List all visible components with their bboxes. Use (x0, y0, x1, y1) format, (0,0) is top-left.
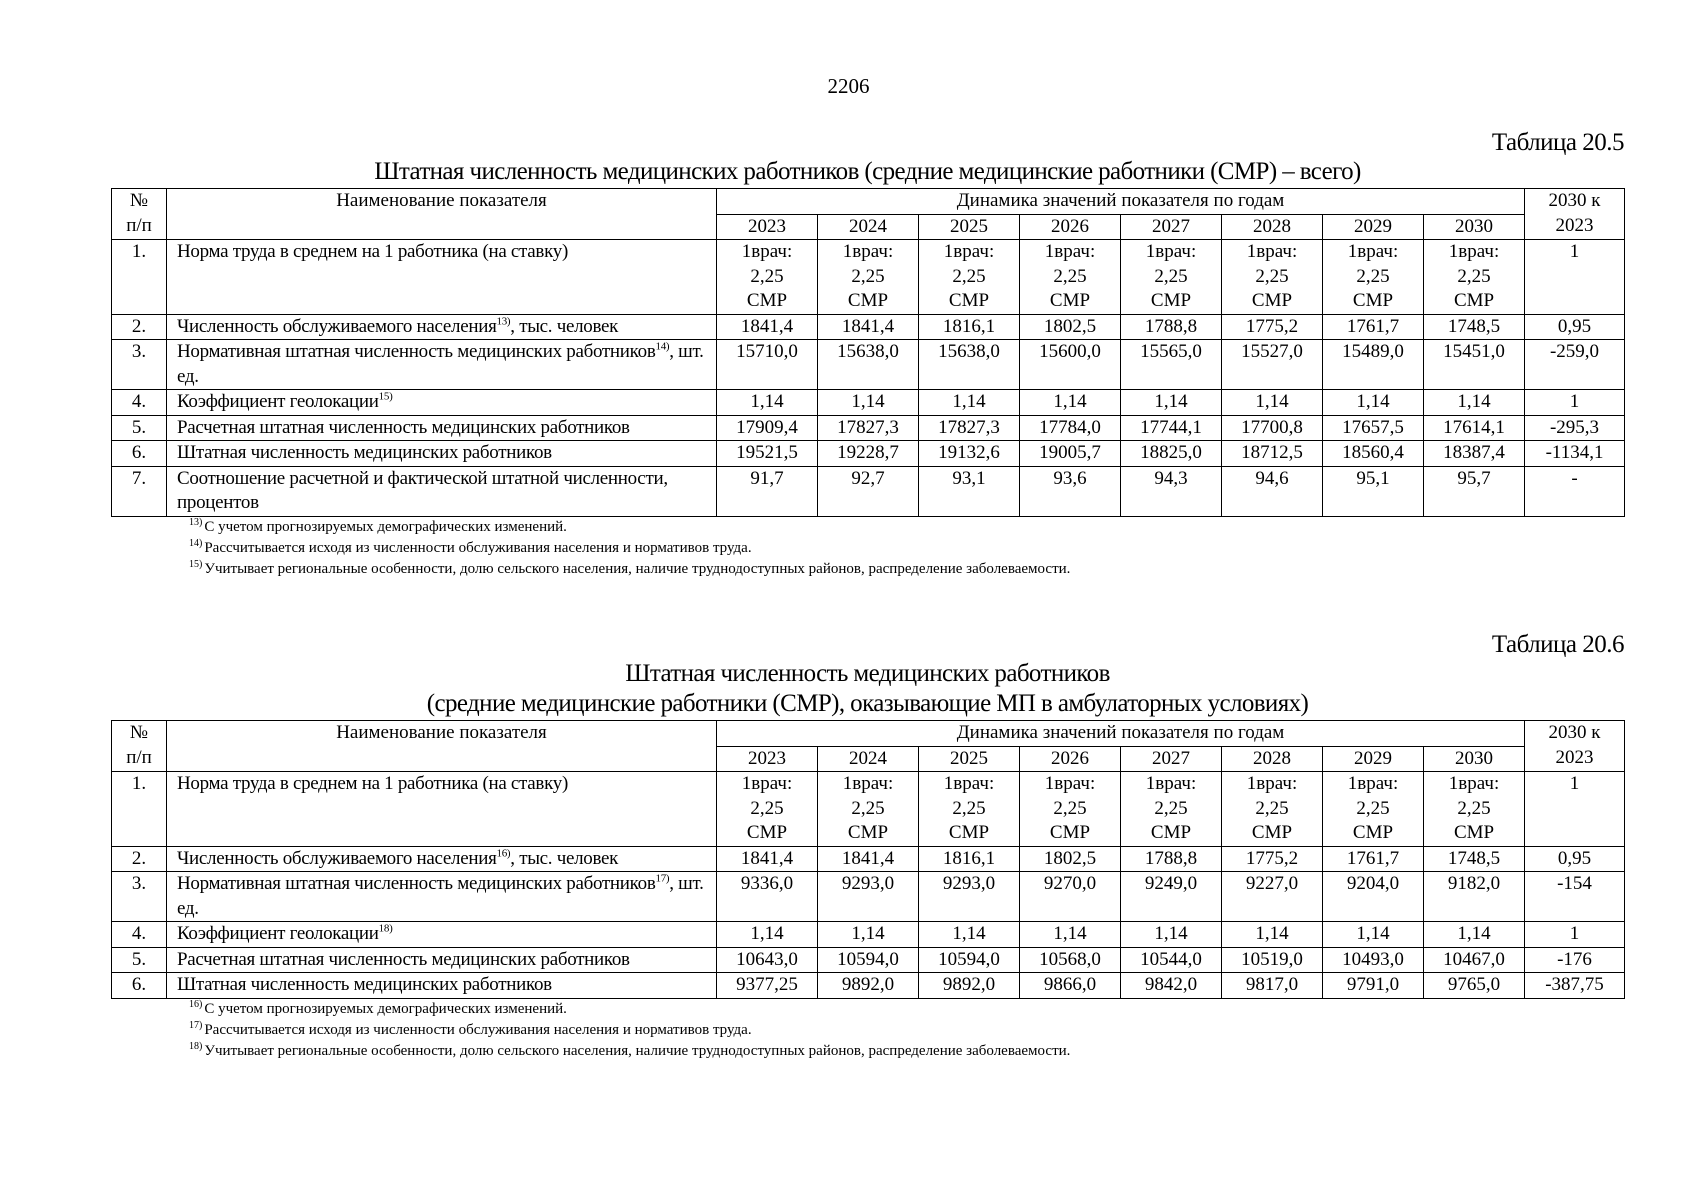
table-label: Таблица 20.6 (1491, 631, 1624, 658)
table-row (112, 415, 1625, 441)
row-value: 1,14 (1222, 922, 1323, 948)
footnote-mark: 16) (189, 998, 203, 1010)
col-header-year: 2025 (919, 746, 1020, 772)
row-value: 92,7 (818, 466, 919, 516)
row-name (167, 872, 717, 922)
row-name (167, 415, 717, 441)
row-change: 1 (1525, 390, 1625, 416)
row-value: 1,14 (818, 922, 919, 948)
row-value: 93,1 (919, 466, 1020, 516)
row-value: 9182,0 (1424, 872, 1525, 922)
footnote (189, 1020, 1624, 1041)
norm-cell (717, 240, 818, 315)
row-value: 1841,4 (818, 846, 919, 872)
table-title: (средние медицинские работники (СМР), оказывающие МП в амбулаторных условиях) (426, 690, 1309, 717)
row-value: 1,14 (717, 922, 818, 948)
row-name-text: Расчетная штатная численность медицинских работников (177, 416, 630, 438)
norm-line: 1врач: (1448, 773, 1500, 794)
row-value: 1,14 (1121, 922, 1222, 948)
row-change: -1134,1 (1525, 441, 1625, 467)
table-title: Штатная численность медицинских работников (средние медицинские работники (СМР) – всего) (374, 158, 1361, 185)
norm-cell (1323, 240, 1424, 315)
col-header-change (1525, 721, 1625, 772)
table-title: Штатная численность медицинских работников (625, 660, 1110, 687)
norm-line: 2,25 (1457, 265, 1491, 287)
row-number: 2. (112, 314, 167, 340)
header-row (112, 189, 1625, 215)
row-name (167, 947, 717, 973)
row-number: 4. (112, 922, 167, 948)
norm-line: 1врач: (1347, 241, 1399, 262)
table-block-20-5 (111, 128, 1624, 580)
row-value: 17614,1 (1424, 415, 1525, 441)
footnote (189, 517, 1624, 538)
row-value: 10594,0 (919, 947, 1020, 973)
row-value: 9249,0 (1121, 872, 1222, 922)
footnote-ref: 14) (655, 340, 670, 353)
norm-cell (1121, 240, 1222, 315)
row-name (167, 973, 717, 999)
col-header-num (112, 721, 167, 772)
norm-line: СМР (948, 822, 990, 843)
table-row (112, 846, 1625, 872)
row-name-text: Норма труда в среднем на 1 работника (на ставку) (177, 241, 568, 262)
row-value: 15489,0 (1323, 340, 1424, 390)
row-value: 10519,0 (1222, 947, 1323, 973)
norm-line: 2,25 (851, 265, 885, 287)
row-value: 1,14 (818, 390, 919, 416)
col-header-dynamics: Динамика значений показателя по годам (717, 721, 1525, 747)
col-header-year: 2026 (1020, 214, 1121, 240)
row-name-text: Нормативная штатная численность медицинских работников (177, 873, 656, 894)
footnotes (111, 517, 1624, 580)
row-value: 17827,3 (919, 415, 1020, 441)
norm-line: 2,25 (1356, 265, 1390, 287)
footnote-mark: 13) (189, 516, 203, 528)
norm-line: СМР (1150, 822, 1192, 843)
row-value: 1775,2 (1222, 314, 1323, 340)
row-change: 1 (1525, 922, 1625, 948)
row-value: 9293,0 (818, 872, 919, 922)
norm-cell (717, 772, 818, 847)
norm-line: 2,25 (1457, 797, 1491, 819)
col-header-change-bottom: 2023 (1555, 746, 1594, 768)
col-header-year: 2027 (1121, 746, 1222, 772)
norm-cell (919, 240, 1020, 315)
norm-cell (1424, 772, 1525, 847)
row-name-text: Коэффициент геолокации (177, 923, 379, 944)
row-value: 17657,5 (1323, 415, 1424, 441)
table-row (112, 973, 1625, 999)
col-header-change-top: 2030 к (1548, 190, 1601, 211)
col-header-name: Наименование показателя (167, 721, 717, 772)
col-header-name: Наименование показателя (167, 189, 717, 240)
row-value: 9270,0 (1020, 872, 1121, 922)
row-value: 1816,1 (919, 314, 1020, 340)
norm-line: 1врач: (1246, 241, 1298, 262)
row-change: 0,95 (1525, 846, 1625, 872)
col-header-num-bottom: п/п (126, 746, 152, 768)
norm-cell (1424, 240, 1525, 315)
row-value: 10467,0 (1424, 947, 1525, 973)
row-name (167, 240, 717, 315)
table-row (112, 466, 1625, 516)
col-header-year: 2029 (1323, 746, 1424, 772)
row-value: 10568,0 (1020, 947, 1121, 973)
row-number: 1. (112, 772, 167, 847)
norm-line: 2,25 (1154, 797, 1188, 819)
norm-cell (1323, 772, 1424, 847)
row-change: 0,95 (1525, 314, 1625, 340)
norm-line: 2,25 (750, 265, 784, 287)
norm-cell (818, 772, 919, 847)
norm-line: СМР (1352, 822, 1394, 843)
norm-line: 2,25 (1255, 797, 1289, 819)
norm-line: СМР (1049, 290, 1091, 311)
row-value: 9817,0 (1222, 973, 1323, 999)
norm-line: 1врач: (842, 241, 894, 262)
norm-line: 1врач: (1448, 241, 1500, 262)
row-value: 17827,3 (818, 415, 919, 441)
row-value: 1,14 (1020, 390, 1121, 416)
norm-cell (919, 772, 1020, 847)
footnote-text: Рассчитывается исходя из численности обслуживания населения и нормативов труда. (204, 1021, 752, 1038)
row-value: 1816,1 (919, 846, 1020, 872)
row-name (167, 846, 717, 872)
row-value: 19132,6 (919, 441, 1020, 467)
footnote (189, 1041, 1624, 1062)
row-value: 1788,8 (1121, 314, 1222, 340)
norm-line: СМР (847, 822, 889, 843)
norm-line: 2,25 (1356, 797, 1390, 819)
col-header-year: 2030 (1424, 746, 1525, 772)
row-value: 17784,0 (1020, 415, 1121, 441)
norm-line: 2,25 (1154, 265, 1188, 287)
footnote-ref: 17) (655, 872, 670, 885)
row-number: 2. (112, 846, 167, 872)
norm-line: 2,25 (952, 265, 986, 287)
col-header-num (112, 189, 167, 240)
footnote-ref: 15) (378, 390, 393, 403)
row-name-tail: , шт. ед. (177, 341, 704, 387)
row-name (167, 772, 717, 847)
row-name-text: Штатная численность медицинских работников (177, 442, 552, 463)
table-row (112, 872, 1625, 922)
row-name-text: Штатная численность медицинских работников (177, 974, 552, 995)
row-value: 9866,0 (1020, 973, 1121, 999)
norm-line: СМР (1453, 822, 1495, 843)
row-value: 1,14 (1222, 390, 1323, 416)
col-header-year: 2029 (1323, 214, 1424, 240)
row-number: 5. (112, 415, 167, 441)
row-name (167, 441, 717, 467)
row-name (167, 922, 717, 948)
table-block-20-6 (111, 630, 1624, 1062)
norm-line: 2,25 (1255, 265, 1289, 287)
row-value: 15451,0 (1424, 340, 1525, 390)
col-header-num-top: № (129, 722, 149, 743)
row-name-tail: , тыс. человек (510, 847, 619, 869)
row-name-text: Нормативная штатная численность медицинских работников (177, 341, 656, 362)
row-value: 9765,0 (1424, 973, 1525, 999)
norm-line: 2,25 (1053, 265, 1087, 287)
row-value: 1788,8 (1121, 846, 1222, 872)
table-row (112, 772, 1625, 847)
row-change: -154 (1525, 872, 1625, 922)
row-name (167, 466, 717, 516)
col-header-year: 2025 (919, 214, 1020, 240)
row-value: 18825,0 (1121, 441, 1222, 467)
row-number: 3. (112, 872, 167, 922)
row-value: 1,14 (1121, 390, 1222, 416)
norm-line: 2,25 (952, 797, 986, 819)
norm-cell (1020, 240, 1121, 315)
norm-line: СМР (1150, 290, 1192, 311)
norm-line: 2,25 (851, 797, 885, 819)
row-number: 3. (112, 340, 167, 390)
row-value: 9293,0 (919, 872, 1020, 922)
col-header-year: 2028 (1222, 746, 1323, 772)
footnote-text: С учетом прогнозируемых демографических изменений. (204, 518, 567, 535)
row-value: 10544,0 (1121, 947, 1222, 973)
row-value: 15600,0 (1020, 340, 1121, 390)
norm-line: СМР (746, 290, 788, 311)
col-header-year: 2023 (717, 746, 818, 772)
row-value: 18560,4 (1323, 441, 1424, 467)
norm-cell (818, 240, 919, 315)
row-value: 17744,1 (1121, 415, 1222, 441)
row-change: 1 (1525, 240, 1625, 315)
norm-line: СМР (948, 290, 990, 311)
row-value: 9892,0 (818, 973, 919, 999)
row-value: 93,6 (1020, 466, 1121, 516)
row-value: 15710,0 (717, 340, 818, 390)
row-name-tail: , тыс. человек (510, 315, 619, 337)
norm-line: 1врач: (741, 241, 793, 262)
norm-line: 1врач: (1044, 241, 1096, 262)
footnote-text: Учитывает региональные особенности, долю сельского населения, наличие труднодоступных районов, распределение заболеваемости. (204, 560, 1071, 577)
footnotes (111, 999, 1624, 1062)
col-header-change (1525, 189, 1625, 240)
col-header-change-bottom: 2023 (1555, 214, 1594, 236)
row-value: 9892,0 (919, 973, 1020, 999)
row-name (167, 314, 717, 340)
row-value: 95,1 (1323, 466, 1424, 516)
norm-cell (1222, 772, 1323, 847)
row-value: 1802,5 (1020, 846, 1121, 872)
row-name-text: Норма труда в среднем на 1 работника (на ставку) (177, 773, 568, 794)
row-value: 1841,4 (818, 314, 919, 340)
col-header-dynamics: Динамика значений показателя по годам (717, 189, 1525, 215)
norm-line: СМР (1453, 290, 1495, 311)
footnote-mark: 15) (189, 558, 203, 570)
row-name (167, 340, 717, 390)
row-value: 1841,4 (717, 314, 818, 340)
table-row (112, 390, 1625, 416)
row-value: 17909,4 (717, 415, 818, 441)
row-number: 1. (112, 240, 167, 315)
row-name-text: Численность обслуживаемого населения (177, 315, 497, 337)
footnote-mark: 17) (189, 1019, 203, 1031)
row-value: 1,14 (1424, 922, 1525, 948)
table-label: Таблица 20.5 (1491, 129, 1624, 156)
footnote-text: Рассчитывается исходя из численности обслуживания населения и нормативов труда. (204, 539, 752, 556)
footnote (189, 559, 1624, 580)
row-change: -176 (1525, 947, 1625, 973)
footnote-mark: 18) (189, 1040, 203, 1052)
row-value: 1,14 (1323, 390, 1424, 416)
norm-line: 1врач: (1347, 773, 1399, 794)
norm-line: СМР (1251, 290, 1293, 311)
row-value: 1748,5 (1424, 846, 1525, 872)
row-value: 19521,5 (717, 441, 818, 467)
row-name-text: Расчетная штатная численность медицинских работников (177, 948, 630, 970)
row-value: 1,14 (919, 390, 1020, 416)
row-value: 1,14 (1020, 922, 1121, 948)
norm-line: 1врач: (1145, 773, 1197, 794)
col-header-change-top: 2030 к (1548, 722, 1601, 743)
table-row (112, 314, 1625, 340)
row-value: 1761,7 (1323, 314, 1424, 340)
col-header-year: 2024 (818, 746, 919, 772)
col-header-year: 2024 (818, 214, 919, 240)
footnote-ref: 18) (378, 922, 393, 935)
footnote-ref: 13) (496, 315, 511, 328)
row-value: 10493,0 (1323, 947, 1424, 973)
row-change: - (1525, 466, 1625, 516)
row-value: 1,14 (1424, 390, 1525, 416)
row-value: 91,7 (717, 466, 818, 516)
footnote (189, 999, 1624, 1020)
norm-line: 1врач: (1246, 773, 1298, 794)
row-name-text: Коэффициент геолокации (177, 391, 379, 412)
row-value: 1775,2 (1222, 846, 1323, 872)
row-name (167, 390, 717, 416)
norm-cell (1020, 772, 1121, 847)
row-value: 1761,7 (1323, 846, 1424, 872)
footnote-text: С учетом прогнозируемых демографических изменений. (204, 1000, 567, 1017)
row-value: 15527,0 (1222, 340, 1323, 390)
norm-line: СМР (746, 822, 788, 843)
row-value: 10643,0 (717, 947, 818, 973)
row-value: 1,14 (919, 922, 1020, 948)
col-header-year: 2027 (1121, 214, 1222, 240)
row-value: 9377,25 (717, 973, 818, 999)
col-header-year: 2028 (1222, 214, 1323, 240)
row-value: 9336,0 (717, 872, 818, 922)
row-number: 6. (112, 973, 167, 999)
norm-cell (1121, 772, 1222, 847)
data-table (111, 720, 1625, 999)
row-value: 9791,0 (1323, 973, 1424, 999)
row-number: 6. (112, 441, 167, 467)
row-number: 4. (112, 390, 167, 416)
norm-line: СМР (847, 290, 889, 311)
norm-line: 1врач: (1145, 241, 1197, 262)
footnote-mark: 14) (189, 537, 203, 549)
norm-line: 2,25 (1053, 797, 1087, 819)
table-row (112, 922, 1625, 948)
row-value: 1748,5 (1424, 314, 1525, 340)
row-value: 19228,7 (818, 441, 919, 467)
norm-cell (1222, 240, 1323, 315)
norm-line: 1врач: (842, 773, 894, 794)
norm-line: 1врач: (943, 773, 995, 794)
footnote-ref: 16) (496, 847, 511, 860)
row-change: -259,0 (1525, 340, 1625, 390)
row-value: 17700,8 (1222, 415, 1323, 441)
row-value: 1,14 (717, 390, 818, 416)
row-value: 15638,0 (818, 340, 919, 390)
row-value: 9227,0 (1222, 872, 1323, 922)
table-row (112, 340, 1625, 390)
row-name-text: Численность обслуживаемого населения (177, 847, 497, 869)
norm-line: СМР (1251, 822, 1293, 843)
row-value: 9842,0 (1121, 973, 1222, 999)
row-value: 19005,7 (1020, 441, 1121, 467)
norm-line: СМР (1049, 822, 1091, 843)
row-name-text: Соотношение расчетной и фактической штатной численности, процентов (177, 467, 668, 513)
row-number: 5. (112, 947, 167, 973)
row-value: 10594,0 (818, 947, 919, 973)
row-change: 1 (1525, 772, 1625, 847)
row-value: 15565,0 (1121, 340, 1222, 390)
row-value: 18387,4 (1424, 441, 1525, 467)
row-value: 94,3 (1121, 466, 1222, 516)
col-header-num-bottom: п/п (126, 214, 152, 236)
row-change: -295,3 (1525, 415, 1625, 441)
table-row (112, 240, 1625, 315)
row-value: 15638,0 (919, 340, 1020, 390)
row-value: 9204,0 (1323, 872, 1424, 922)
row-value: 1802,5 (1020, 314, 1121, 340)
row-value: 94,6 (1222, 466, 1323, 516)
norm-line: 1врач: (1044, 773, 1096, 794)
table-row (112, 441, 1625, 467)
row-name-tail: , шт. ед. (177, 873, 704, 919)
col-header-year: 2030 (1424, 214, 1525, 240)
row-value: 95,7 (1424, 466, 1525, 516)
header-row (112, 721, 1625, 747)
footnote (189, 538, 1624, 559)
table-row (112, 947, 1625, 973)
footnote-text: Учитывает региональные особенности, долю сельского населения, наличие труднодоступных районов, распределение заболеваемости. (204, 1042, 1071, 1059)
col-header-num-top: № (129, 190, 149, 211)
norm-line: 1врач: (741, 773, 793, 794)
page-number: 2206 (827, 74, 870, 98)
norm-line: СМР (1352, 290, 1394, 311)
norm-line: 2,25 (750, 797, 784, 819)
norm-line: 1врач: (943, 241, 995, 262)
row-value: 1,14 (1323, 922, 1424, 948)
row-value: 1841,4 (717, 846, 818, 872)
row-change: -387,75 (1525, 973, 1625, 999)
row-value: 18712,5 (1222, 441, 1323, 467)
data-table (111, 188, 1625, 517)
row-number: 7. (112, 466, 167, 516)
col-header-year: 2026 (1020, 746, 1121, 772)
col-header-year: 2023 (717, 214, 818, 240)
